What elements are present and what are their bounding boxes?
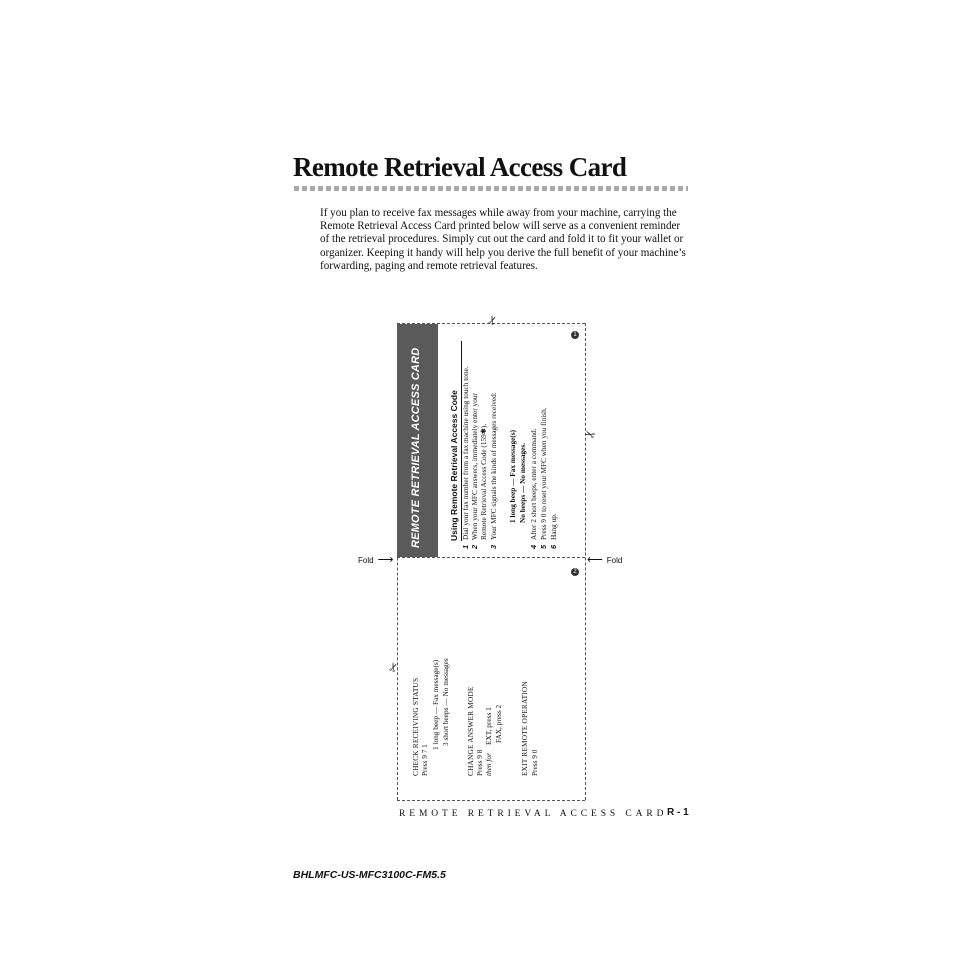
step-number: 1 — [461, 544, 470, 549]
step-text: Remote Retrieval Access Code (159✱). — [479, 423, 488, 540]
step-text: Your MFC signals the kinds of messages received: — [489, 392, 498, 540]
document-id: BHLMFC-US-MFC3100C-FM5.5 — [293, 869, 446, 881]
step-text: 1 long beep — Fax message(s) — [508, 429, 517, 523]
title-rule — [294, 186, 688, 191]
step-item — [509, 430, 518, 523]
fold-text: Fold — [606, 556, 623, 565]
step-text: Dial your fax number from a fax machine using touch tone. — [461, 366, 470, 540]
page-title: Remote Retrieval Access Card — [293, 152, 627, 182]
step-item — [480, 424, 489, 540]
change-mode-heading: CHANGE ANSWER MODE — [466, 686, 475, 776]
step-item — [550, 513, 559, 549]
step-text: Press 9 0 to reset your MFC when you finish. — [539, 407, 548, 540]
scissors-icon: ✂ — [582, 425, 597, 443]
check-status-line: 3 short beeps — No messages — [441, 658, 450, 746]
fold-text: Fold — [358, 556, 374, 565]
step-number: 5 — [539, 544, 548, 549]
card-fold-line — [397, 557, 585, 558]
check-status-line: 1 long beep — Fax message(s) — [431, 659, 440, 750]
check-status-heading: CHECK RECEIVING STATUS — [411, 677, 420, 776]
arrow-left-icon: ⟵ — [587, 554, 603, 566]
footer-section-label: REMOTE RETRIEVAL ACCESS CARD — [399, 809, 668, 819]
change-mode-ext: EXT, press 1 — [484, 707, 493, 745]
card-heading: REMOTE RETRIEVAL ACCESS CARD — [410, 347, 422, 548]
card-cut-line-bottom — [397, 800, 585, 801]
change-mode-then: then for — [484, 753, 493, 776]
step-item — [540, 407, 549, 549]
change-mode-fax: FAX, press 2 — [494, 704, 503, 743]
check-status-press: Press 9 7 1 — [420, 744, 429, 776]
step-text: No beeps — No messages. — [518, 442, 527, 523]
exit-remote-press: Press 9 0 — [530, 749, 539, 776]
section-title: Using Remote Retrieval Access Code — [449, 341, 462, 541]
intro-paragraph: If you plan to receive fax messages while away from your machine, carrying the Remote Retrieval Access Card printed below will serve as a convenient reminder of the retrieval procedures. Simply cut out the card and fold it to fit your wallet or organizer. Keeping it handy will help you derive the full benefit of your machine’s forwarding, paging and remote retrieval features. — [320, 207, 686, 272]
step-number: 2 — [470, 544, 479, 549]
arrow-right-icon: ⟶ — [377, 554, 394, 566]
panel-number-badge: 1 — [571, 331, 579, 339]
exit-remote-heading: EXIT REMOTE OPERATION — [520, 681, 529, 776]
step-item — [490, 392, 499, 549]
step-text: After 2 short beeps, enter a command. — [529, 428, 538, 540]
step-text: When your MFC answers, immediately enter your — [470, 393, 479, 540]
step-item — [530, 429, 539, 549]
step-number: 3 — [489, 544, 498, 549]
scissors-icon: ✂ — [484, 313, 501, 328]
change-mode-press: Press 9 8 — [475, 749, 484, 776]
page-number: R - 1 — [667, 807, 689, 818]
scissors-icon: ✂ — [385, 660, 402, 675]
step-number: 6 — [549, 544, 558, 549]
panel-number-badge: 2 — [571, 568, 579, 576]
step-number: 4 — [529, 544, 538, 549]
fold-label-right — [587, 550, 622, 568]
step-item — [519, 443, 528, 523]
step-text: Hang up. — [549, 513, 558, 540]
card-cut-line-right — [585, 323, 586, 800]
fold-label-left — [358, 550, 393, 568]
